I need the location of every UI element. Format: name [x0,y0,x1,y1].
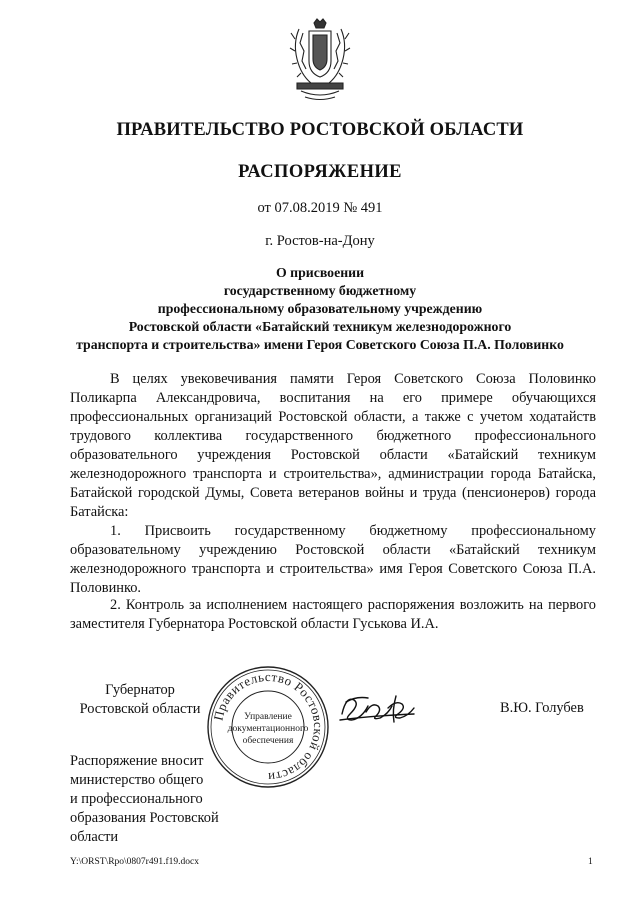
subject-line: Ростовской области «Батайский техникум железнодорожного [128,319,512,334]
preamble-paragraph: В целях увековечивания памяти Героя Советского Союза Половинко Поликарпа Александровича, воспитания на его примере обучающихся профессиональных организаций Ростовской области, а также с учетом ходатайств трудового коллектива государственного бюджетного профессионального образовательного учреждения Ростовской области «Батайский техникум железнодорожного транспорта и строительства», администрации города Батайска, Батайской городской Думы, Совета ветеранов войны и труда (пенсионеров) города Батайска: [70,371,596,520]
stamp-ring-text: Правительство Ростовской области [210,668,327,786]
note-line: Распоряжение вносит [70,753,204,769]
stamp-center-line: Управление [244,712,292,722]
signatory-name: В.Ю. Голубев [500,700,584,716]
coat-of-arms-icon [287,17,353,103]
note-line: министерство общего [70,772,204,788]
signatory-title-line: Ростовской области [79,701,201,717]
page-number: 1 [588,857,593,867]
handwritten-signature [336,688,418,728]
item-2-paragraph: 2. Контроль за исполнением настоящего распоряжения возложить на первого заместителя Губернатора Ростовской области Гуськова И.А. [70,597,596,632]
file-path: Y:\ORST\Rpo\0807r491.f19.docx [70,857,199,867]
document-subject [40,264,600,354]
note-line: образования Ростовской [70,810,219,826]
signatory-title-line: Губернатор [105,682,175,698]
subject-line: профессиональному образовательному учреждению [157,301,483,316]
subject-line: транспорта и строительства» имени Героя Советского Союза П.А. Половинко [76,337,564,352]
city: г. Ростов-на-Дону [265,233,375,249]
item-1-paragraph: 1. Присвоить государственному бюджетному профессиональному образовательному учреждению Ростовской области «Батайский техникум железнодорожного транспорта и строительства» имя Героя Советского Союза П.А. Половинко. [70,523,596,596]
document-type: РАСПОРЯЖЕНИЕ [238,162,402,182]
note-line: и профессионального [70,791,203,807]
government-title: ПРАВИТЕЛЬСТВО РОСТОВСКОЙ ОБЛАСТИ [116,120,524,140]
stamp-center-line: документационного [227,724,309,734]
signatory-title [70,681,210,719]
subject-line: государственному бюджетному [223,283,417,298]
subject-line: О присвоении [275,265,365,280]
stamp-center-line: обеспечения [242,736,294,746]
note-line: области [70,829,119,845]
date-number: от 07.08.2019 № 491 [257,200,383,216]
submission-note [70,752,250,847]
